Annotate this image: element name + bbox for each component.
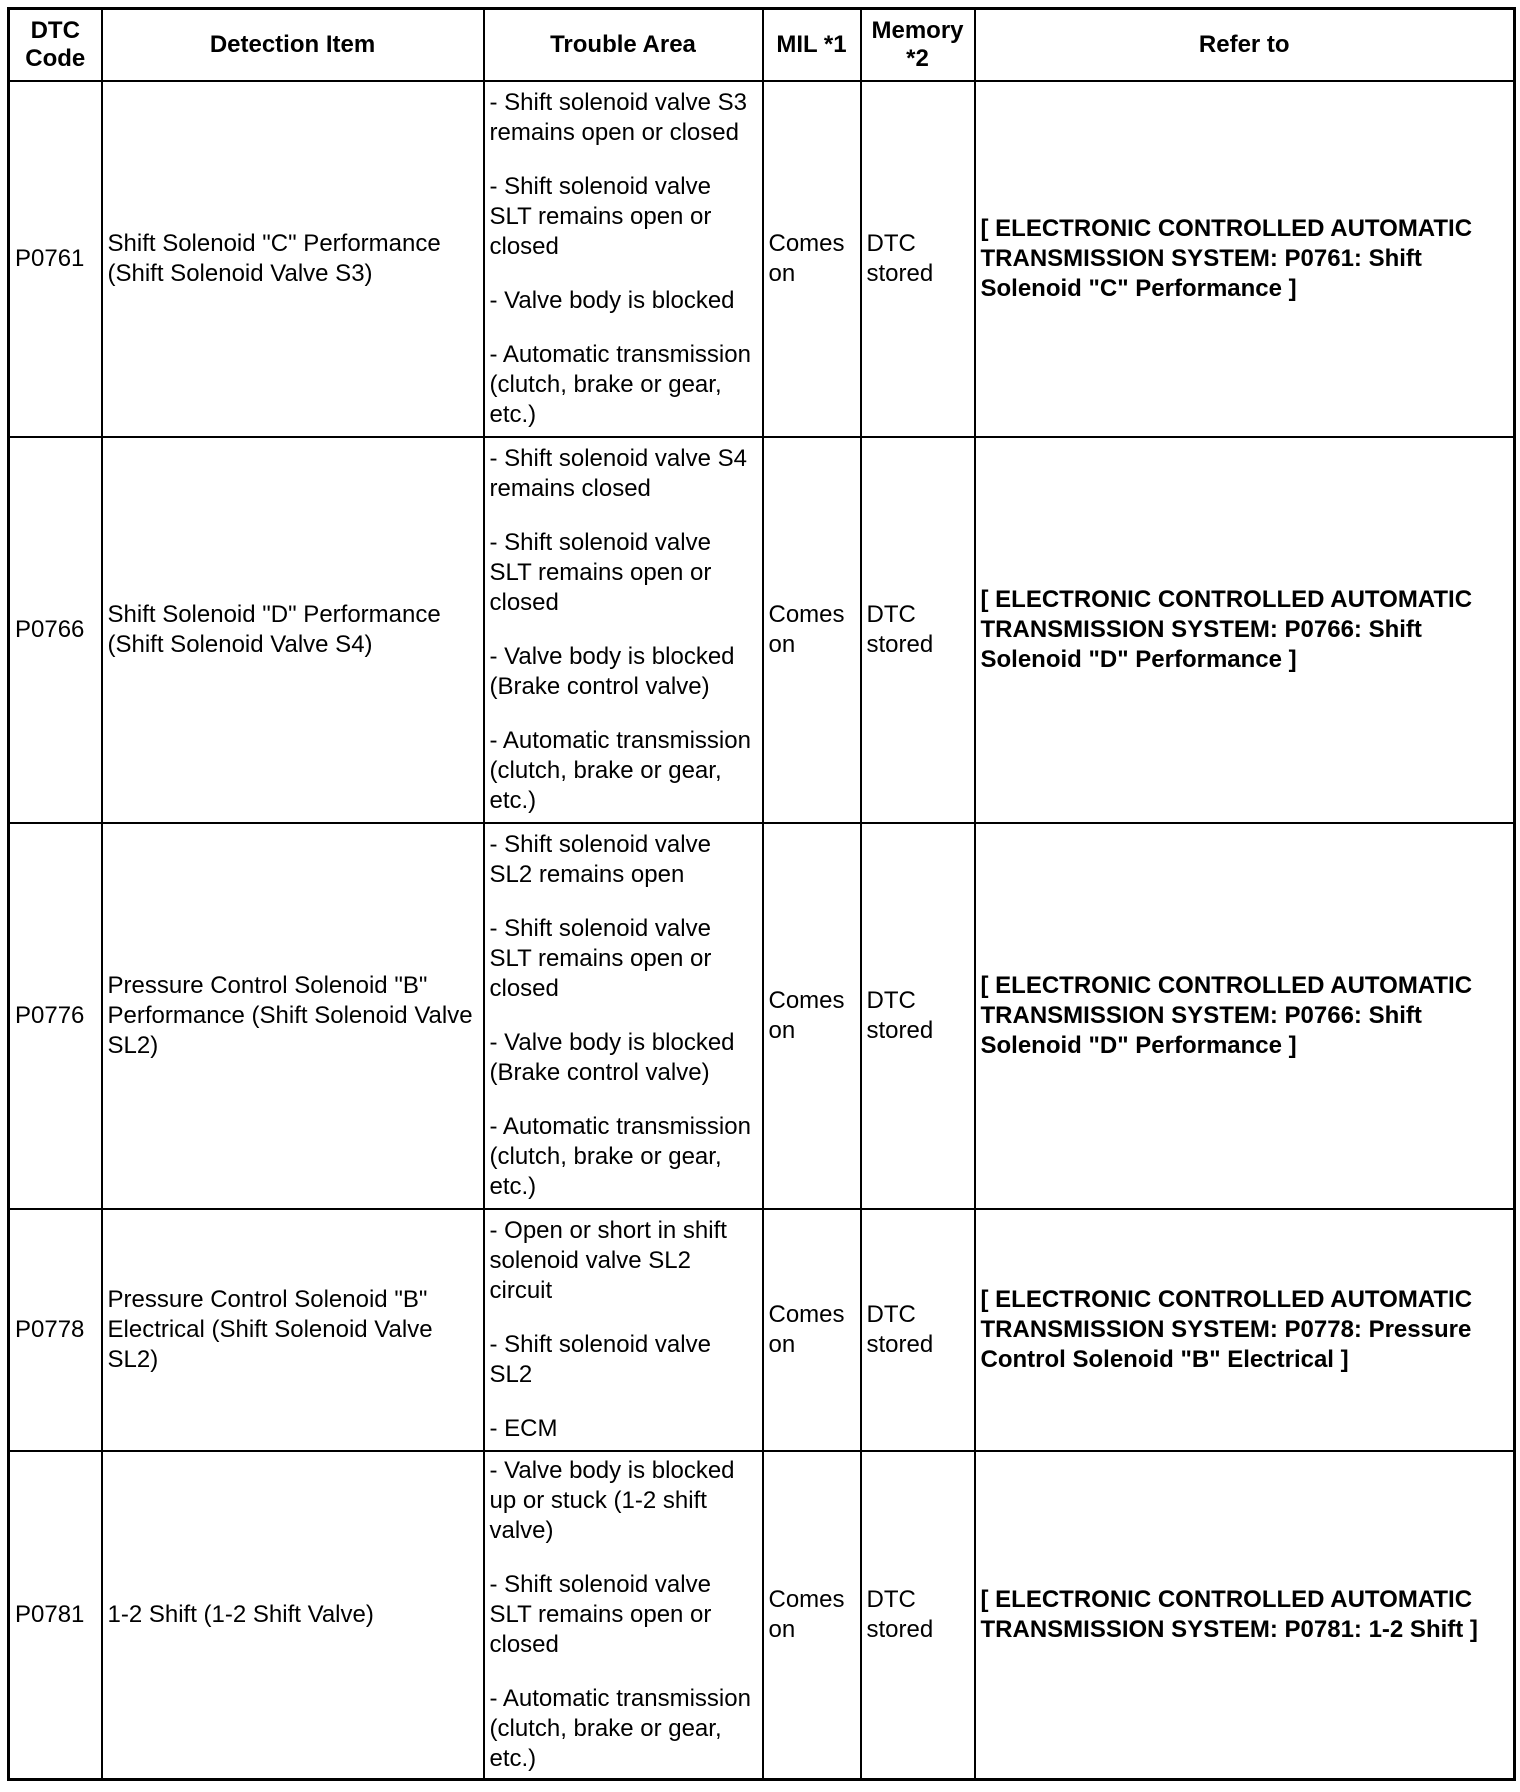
refer-to-cell: [ ELECTRONIC CONTROLLED AUTOMATIC TRANSMISSION SYSTEM: P0778: Pressure Control Solenoid "B" Electrical ] bbox=[975, 1209, 1515, 1451]
trouble-area-item: - Shift solenoid valve SLT remains open or closed bbox=[489, 915, 712, 1002]
mil-cell: Comes on bbox=[763, 1209, 861, 1451]
trouble-area-item: - Automatic transmission (clutch, brake or gear, etc.) bbox=[489, 341, 751, 428]
table-row bbox=[9, 437, 1515, 823]
trouble-area-item: - Automatic transmission (clutch, brake or gear, etc.) bbox=[489, 1113, 751, 1200]
header-refer-to: Refer to bbox=[975, 9, 1515, 82]
dtc-code-cell: P0781 bbox=[9, 1451, 102, 1780]
trouble-area-cell bbox=[484, 81, 763, 437]
trouble-area-item: - ECM bbox=[489, 1415, 558, 1442]
table-row bbox=[9, 1209, 1515, 1451]
table-row bbox=[9, 81, 1515, 437]
dtc-code-cell: P0778 bbox=[9, 1209, 102, 1451]
header-row bbox=[9, 9, 1515, 82]
header-mil: MIL *1 bbox=[763, 9, 861, 82]
trouble-area-item: - Open or short in shift solenoid valve SL2 circuit bbox=[489, 1217, 727, 1304]
memory-cell: DTC stored bbox=[861, 823, 975, 1209]
table-row bbox=[9, 1451, 1515, 1780]
memory-cell: DTC stored bbox=[861, 437, 975, 823]
trouble-area-cell bbox=[484, 1209, 763, 1451]
dtc-table bbox=[7, 7, 1516, 1781]
trouble-area-item: - Shift solenoid valve SLT remains open or closed bbox=[489, 173, 712, 260]
trouble-area-cell bbox=[484, 823, 763, 1209]
table-row bbox=[9, 823, 1515, 1209]
mil-cell: Comes on bbox=[763, 823, 861, 1209]
mil-cell: Comes on bbox=[763, 81, 861, 437]
trouble-area-item: - Shift solenoid valve SL2 bbox=[489, 1331, 711, 1388]
trouble-area-item: - Valve body is blocked up or stuck (1-2 shift valve) bbox=[489, 1457, 735, 1544]
trouble-area-item: - Valve body is blocked bbox=[489, 287, 735, 314]
trouble-area-item: - Shift solenoid valve SL2 remains open bbox=[489, 831, 711, 888]
memory-cell: DTC stored bbox=[861, 81, 975, 437]
refer-to-cell: [ ELECTRONIC CONTROLLED AUTOMATIC TRANSMISSION SYSTEM: P0761: Shift Solenoid "C" Performance ] bbox=[975, 81, 1515, 437]
dtc-code-cell: P0766 bbox=[9, 437, 102, 823]
header-dtc-code: DTC Code bbox=[9, 9, 102, 82]
table-header bbox=[9, 9, 1515, 82]
header-detection-item: Detection Item bbox=[102, 9, 484, 82]
detection-item-cell: 1-2 Shift (1-2 Shift Valve) bbox=[102, 1451, 484, 1780]
detection-item-cell: Shift Solenoid "D" Performance (Shift Solenoid Valve S4) bbox=[102, 437, 484, 823]
trouble-area-item: - Shift solenoid valve SLT remains open or closed bbox=[489, 1571, 712, 1658]
trouble-area-item: - Valve body is blocked (Brake control valve) bbox=[489, 1029, 735, 1086]
trouble-area-item: - Valve body is blocked (Brake control valve) bbox=[489, 643, 735, 700]
trouble-area-item: - Shift solenoid valve SLT remains open or closed bbox=[489, 529, 712, 616]
detection-item-cell: Pressure Control Solenoid "B" Performance (Shift Solenoid Valve SL2) bbox=[102, 823, 484, 1209]
refer-to-cell: [ ELECTRONIC CONTROLLED AUTOMATIC TRANSMISSION SYSTEM: P0766: Shift Solenoid "D" Performance ] bbox=[975, 823, 1515, 1209]
detection-item-cell: Pressure Control Solenoid "B" Electrical (Shift Solenoid Valve SL2) bbox=[102, 1209, 484, 1451]
trouble-area-item: - Shift solenoid valve S3 remains open or closed bbox=[489, 89, 747, 146]
trouble-area-item: - Shift solenoid valve S4 remains closed bbox=[489, 445, 747, 502]
table-body bbox=[9, 81, 1515, 1780]
refer-to-cell: [ ELECTRONIC CONTROLLED AUTOMATIC TRANSMISSION SYSTEM: P0781: 1-2 Shift ] bbox=[975, 1451, 1515, 1780]
refer-to-cell: [ ELECTRONIC CONTROLLED AUTOMATIC TRANSMISSION SYSTEM: P0766: Shift Solenoid "D" Performance ] bbox=[975, 437, 1515, 823]
trouble-area-item: - Automatic transmission (clutch, brake or gear, etc.) bbox=[489, 727, 751, 814]
dtc-code-cell: P0776 bbox=[9, 823, 102, 1209]
detection-item-cell: Shift Solenoid "C" Performance (Shift Solenoid Valve S3) bbox=[102, 81, 484, 437]
header-memory: Memory *2 bbox=[861, 9, 975, 82]
trouble-area-cell bbox=[484, 437, 763, 823]
mil-cell: Comes on bbox=[763, 1451, 861, 1780]
trouble-area-cell bbox=[484, 1451, 763, 1780]
memory-cell: DTC stored bbox=[861, 1209, 975, 1451]
mil-cell: Comes on bbox=[763, 437, 861, 823]
header-trouble-area: Trouble Area bbox=[484, 9, 763, 82]
memory-cell: DTC stored bbox=[861, 1451, 975, 1780]
dtc-code-cell: P0761 bbox=[9, 81, 102, 437]
trouble-area-item: - Automatic transmission (clutch, brake or gear, etc.) bbox=[489, 1685, 751, 1772]
